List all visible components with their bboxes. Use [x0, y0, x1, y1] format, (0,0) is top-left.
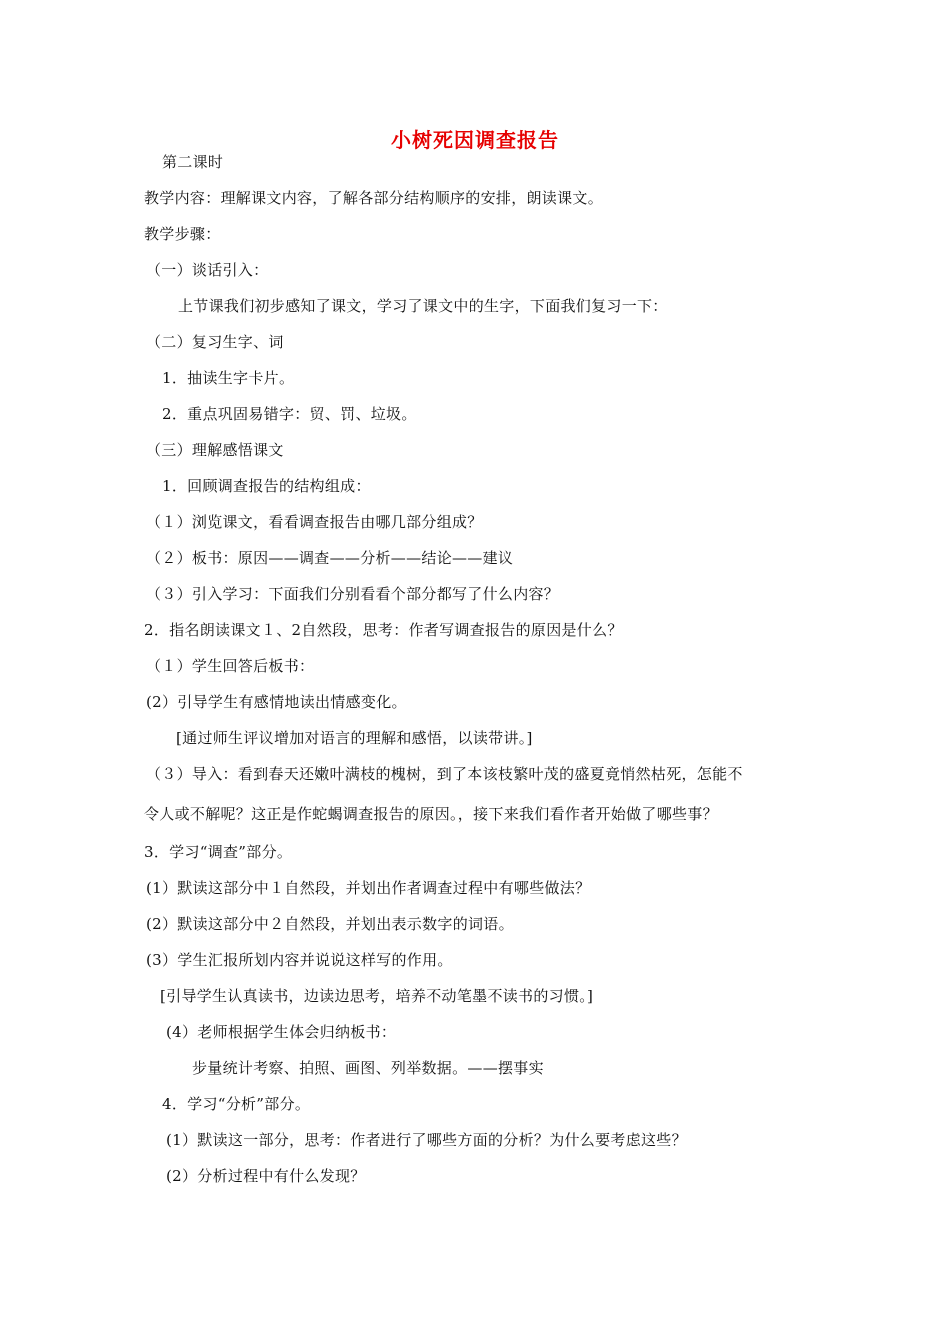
document-title: 小树死因调查报告 — [391, 128, 559, 152]
teaching-note: [引导学生认真读书，边读边思考，培养不动笔墨不读书的习惯。] — [160, 987, 594, 1005]
list-item: （３）导入：看到春天还嫩叶满枝的槐树，到了本该枝繁叶茂的盛夏竟悄然枯死，怎能不 — [146, 765, 743, 783]
list-item: (2）引导学生有感情地读出情感变化。 — [146, 693, 407, 711]
paragraph-continuation: 令人或不解呢？这正是作蛇蝎调查报告的原因。，接下来我们看作者开始做了哪些事？ — [144, 805, 718, 823]
list-item: （１）浏览课文，看看调查报告由哪几部分组成？ — [146, 513, 483, 531]
lesson-period: 第二课时 — [162, 153, 224, 171]
list-item: 1．回顾调查报告的结构组成： — [162, 477, 371, 495]
list-item: （３）引入学习：下面我们分别看看个部分都写了什么内容？ — [146, 585, 560, 603]
list-item: 2．重点巩固易错字：贸、罚、垃圾。 — [162, 405, 417, 423]
section-1-heading: （一）谈话引入： — [146, 261, 269, 279]
list-item: (2）分析过程中有什么发现？ — [166, 1167, 366, 1185]
section-3-heading: （三）理解感悟课文 — [146, 441, 284, 459]
list-item: (1）默读这部分中１自然段，并划出作者调查过程中有哪些做法？ — [146, 879, 591, 897]
list-item: 1．抽读生字卡片。 — [162, 369, 295, 387]
teaching-steps-heading: 教学步骤： — [144, 225, 221, 243]
list-item: （１）学生回答后板书： — [146, 657, 315, 675]
list-item: 4．学习“分析”部分。 — [162, 1095, 311, 1113]
list-item: (1）默读这一部分，思考：作者进行了哪些方面的分析？为什么要考虑这些？ — [166, 1131, 687, 1149]
list-item: (4）老师根据学生体会归纳板书： — [166, 1023, 397, 1041]
section-2-heading: （二）复习生字、词 — [146, 333, 284, 351]
list-item: (2）默读这部分中２自然段，并划出表示数字的词语。 — [146, 915, 514, 933]
list-item: (3）学生汇报所划内容并说说这样写的作用。 — [146, 951, 453, 969]
list-item: 2．指名朗读课文１、2自然段，思考：作者写调查报告的原因是什么？ — [144, 621, 623, 639]
teaching-content: 教学内容：理解课文内容，了解各部分结构顺序的安排，朗读课文。 — [144, 189, 604, 207]
list-item: （２）板书：原因——调查——分析——结论——建议 — [146, 549, 514, 567]
teaching-note: [通过师生评议增加对语言的理解和感悟，以读带讲。] — [176, 729, 533, 747]
paragraph-intro: 上节课我们初步感知了课文，学习了课文中的生字，下面我们复习一下： — [178, 297, 668, 315]
board-summary: 步量统计考察、拍照、画图、列举数据。——摆事实 — [192, 1059, 544, 1077]
list-item: 3．学习“调查”部分。 — [144, 843, 293, 861]
